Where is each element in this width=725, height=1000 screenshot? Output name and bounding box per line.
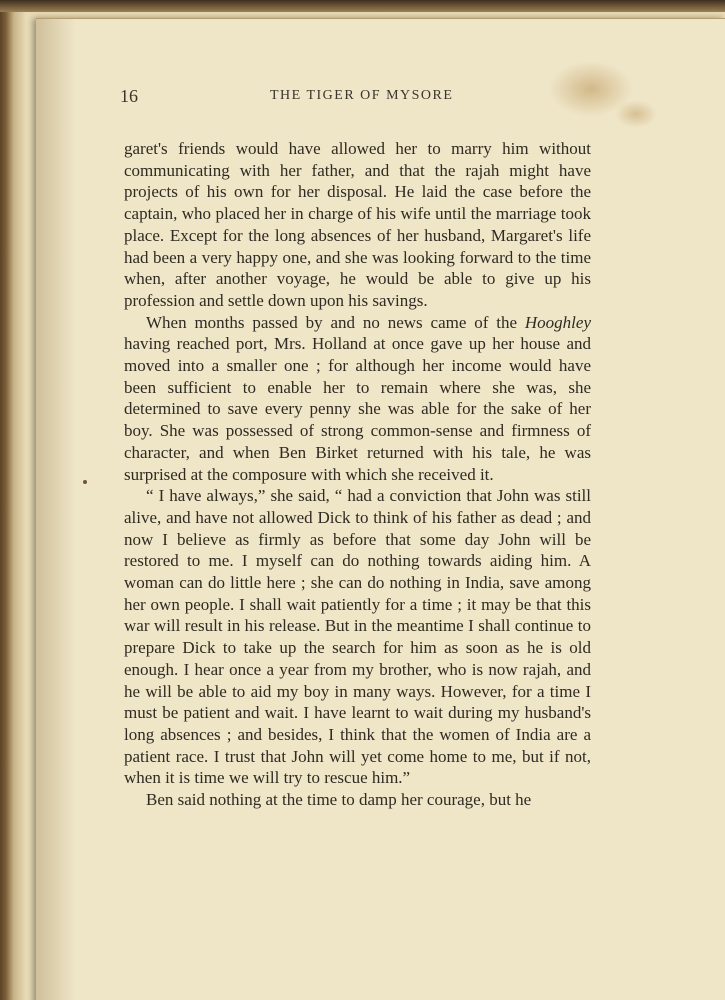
- ship-name: Hooghley: [524, 312, 591, 332]
- paragraph-2-text-end: having reached port, Mrs. Holland at once gave up her house and moved into a smaller one ; for although her income would have been sufficient to enable her to remain where she was, she determined to save every penny she was able for the sake of her boy. She was possessed of strong common-sense and firmness of character, and when Ben Birket returned with his tale, he was surprised at the composure with which she received it.: [124, 334, 591, 484]
- book-top-edge: [0, 0, 725, 12]
- paragraph-2-text-start: When months passed by and no news came of the: [146, 312, 525, 332]
- running-title: THE TIGER OF MYSORE: [270, 88, 454, 103]
- paragraph-2: [124, 312, 591, 486]
- page-header: [120, 86, 620, 110]
- paragraph-4: Ben said nothing at the time to damp her courage, but he: [146, 790, 532, 810]
- paragraph-1: garet's friends would have allowed her to marry him without communicating with her father, and that the rajah might have projects of his own for her disposal. He laid the case before the captain, who placed her in charge of his wife until the marriage took place. Except for the long absences of her husband, Margaret's life had been a very happy one, and she was looking forward to the time when, after another voyage, he would be able to give up his profession and settle down upon his savings.: [124, 139, 591, 310]
- paper-speck: [83, 480, 87, 484]
- paragraph-3: “ I have always,” she said, “ had a conviction that John was still alive, and have not allowed Dick to think of his father as dead ; and now I believe as firmly as before that some day John will be restored to me. I myself can do nothing towards aiding him. A woman can do little here ; she can do nothing in India, save among her own people. I shall wait patiently for a time ; it may be that this war will result in his release. But in the meantime I shall continue to prepare Dick to take up the search for him as soon as he is old enough. I hear once a year from my brother, who is now rajah, and he will be able to aid my boy in many ways. However, for a time I must be patient and wait. I have learnt to wait during my husband's long absences ; and besides, I think that the women of India are a patient race. I trust that John will yet come home to me, but if not, when it is time we will try to rescue him.”: [124, 486, 591, 788]
- body-text: [124, 138, 591, 811]
- page-number: 16: [120, 86, 138, 106]
